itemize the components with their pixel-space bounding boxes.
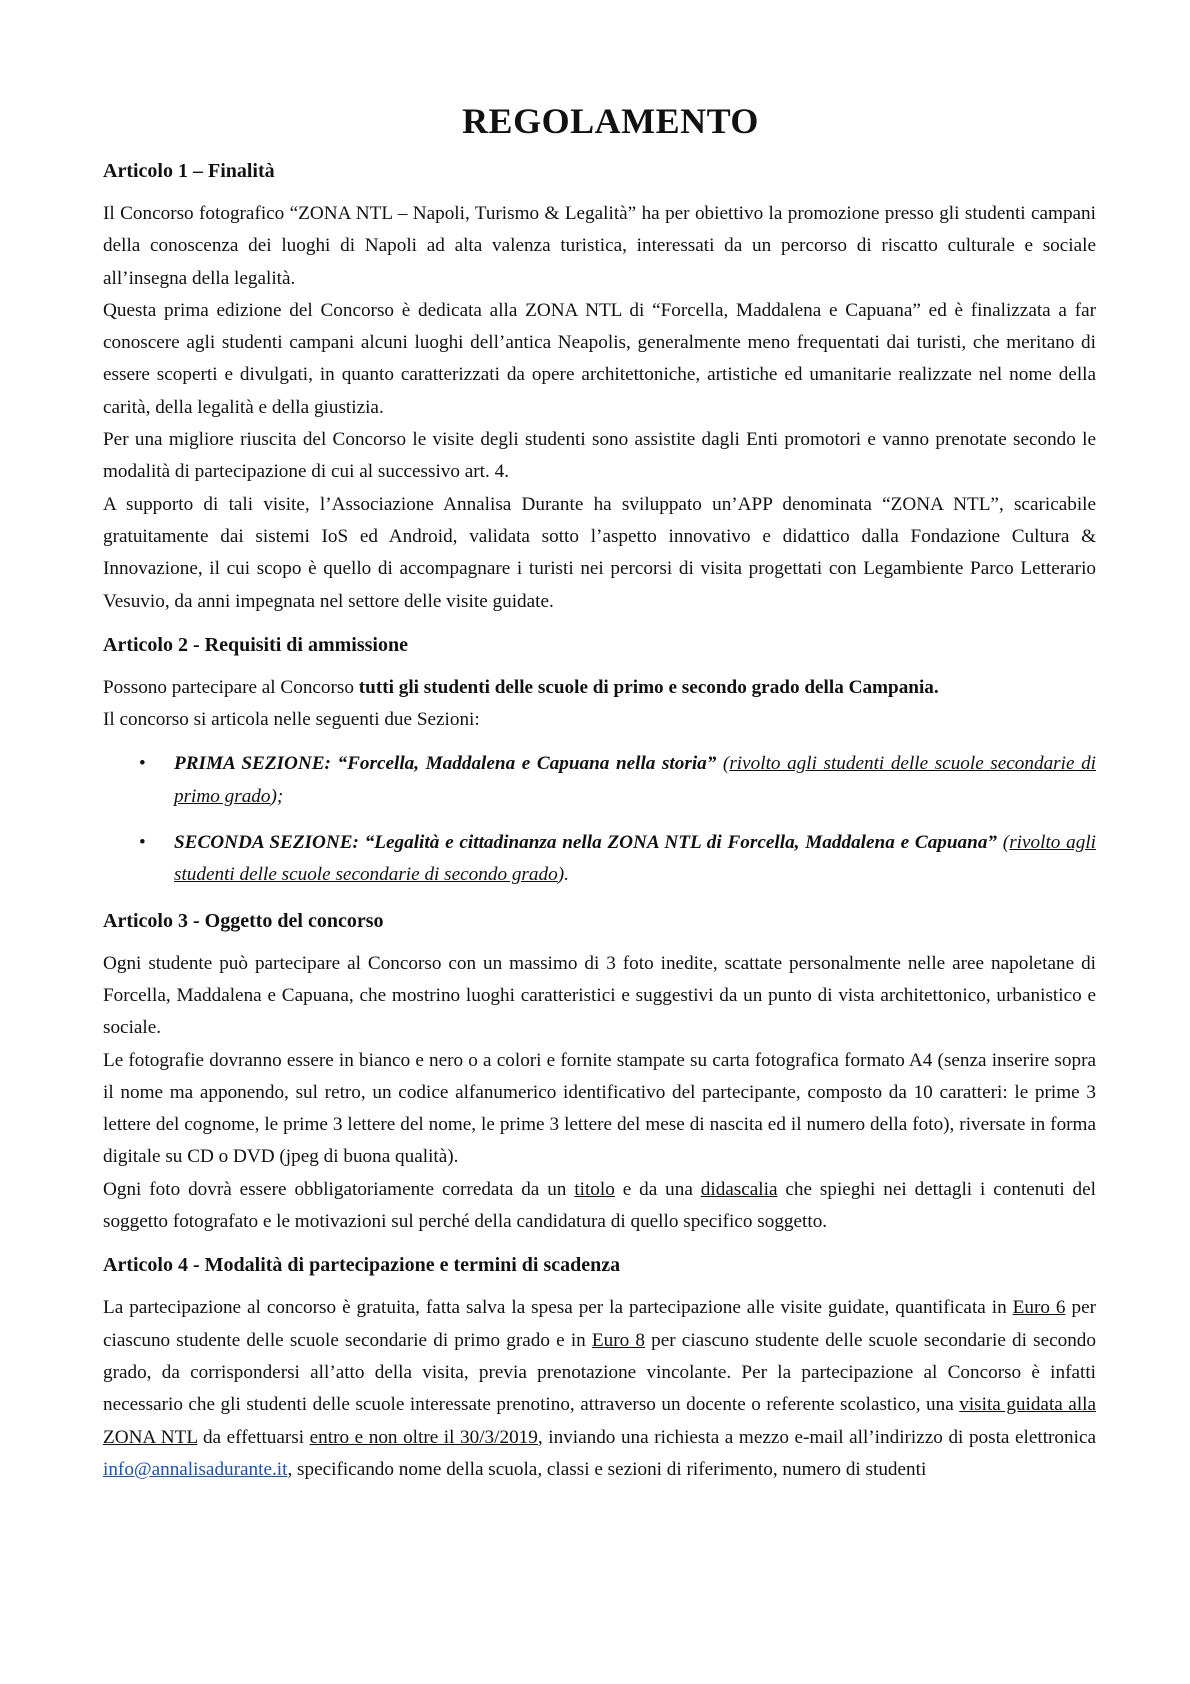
text-run: da effettuarsi (197, 1426, 310, 1448)
article-2-paragraph-2: Il concorso si articola nelle seguenti due Sezioni: (103, 709, 480, 731)
text-run: , inviando una richiesta a mezzo e-mail all’indirizzo di posta elettronica (537, 1426, 1096, 1448)
price-primary: Euro 6 (1012, 1297, 1066, 1319)
section-paren-open: ( (716, 753, 730, 775)
section-paren-open: ( (997, 832, 1010, 854)
article-3-paragraph-1: Ogni studente può partecipare al Concorso con un massimo di 3 foto inedite, scattate personalmente nelle aree napoletane di Forcella, Maddalena e Capuana, che mostrino luoghi caratteristici e suggestivi da un punto di vista architettonico, urbanistico e sociale. (103, 952, 1096, 1039)
article-1 (103, 156, 1096, 618)
eligibility-bold-text: tutti gli studenti delle scuole di primo e secondo grado della Campania. (358, 676, 939, 698)
article-1-paragraph-1: Il Concorso fotografico “ZONA NTL – Napoli, Turismo & Legalità” ha per obiettivo la promozione presso gli studenti campani della conoscenza dei luoghi di Napoli ad alta valenza turistica, interessati da un percorso di riscatto culturale e sociale all’insegna della legalità. (103, 203, 1096, 289)
section-paren-close: ); (270, 785, 284, 807)
section-audience: rivolto agli studenti delle scuole secondarie di secondo grado (174, 832, 1097, 886)
title-underlined: titolo (574, 1178, 615, 1200)
article-3-heading: Articolo 3 - Oggetto del concorso (103, 909, 384, 932)
article-1-heading: Articolo 1 – Finalità (103, 160, 275, 182)
caption-underlined: didascalia (700, 1178, 778, 1200)
section-title: PRIMA SEZIONE: “Forcella, Maddalena e Capuana nella storia” (174, 753, 717, 775)
text-run: , specificando nome della scuola, classi e sezioni di riferimento, numero di studenti (287, 1458, 927, 1480)
list-item (103, 748, 1096, 813)
article-4 (103, 1250, 1096, 1486)
section-title: SECONDA SEZIONE: “Legalità e cittadinanza nella ZONA NTL di Forcella, Maddalena e Capuana” (174, 832, 998, 854)
section-audience: rivolto agli studenti delle scuole secondarie di primo grado (174, 753, 1097, 807)
article-3 (103, 906, 1096, 1239)
price-secondary: Euro 8 (591, 1329, 645, 1351)
list-item (103, 827, 1096, 892)
eligibility-text: Possono partecipare al Concorso (103, 676, 359, 698)
article-2-heading: Articolo 2 - Requisiti di ammissione (103, 633, 408, 656)
sections-list (103, 748, 1096, 891)
text-run: che spieghi nei dettagli i contenuti del soggetto fotografato e le motivazioni sul perché della candidatura di quello specifico soggetto. (103, 1178, 1096, 1233)
text-run: e da una (614, 1178, 701, 1200)
article-2-paragraph-1 (103, 672, 1096, 704)
article-4-heading: Articolo 4 - Modalità di partecipazione e termini di scadenza (103, 1254, 621, 1277)
text-run: per ciascuno studente delle scuole secondarie di secondo grado, da corrispondersi all’atto della visita, previa prenotazione vincolante. Per la partecipazione al Concorso è infatti necessario che gli studenti delle scuole interessate prenotino, attraverso un docente o referente scolastico, una (103, 1329, 1096, 1416)
bullet-icon: • (139, 832, 146, 854)
text-run: La partecipazione al concorso è gratuita, fatta salva la spesa per la partecipazione alle visite guidate, quantificata in (103, 1297, 1013, 1319)
bullet-icon: • (139, 753, 146, 775)
text-run: Ogni foto dovrà essere obbligatoriamente corredata da un (103, 1178, 575, 1200)
section-paren-close: ). (557, 864, 569, 886)
text-run: per ciascuno studente delle scuole secondarie di primo grado e in (103, 1297, 1096, 1351)
deadline-underlined: entro e non oltre il 30/3/2019 (309, 1426, 538, 1448)
article-4-paragraph-1 (103, 1292, 1096, 1486)
article-3-paragraph-3 (103, 1174, 1096, 1239)
article-2 (103, 630, 1096, 892)
email-link[interactable]: info@annalisadurante.it (103, 1458, 288, 1480)
article-1-paragraph-3: Per una migliore riuscita del Concorso le visite degli studenti sono assistite dagli Enti promotori e vanno prenotate secondo le modalità di partecipazione di cui al successivo art. 4. (103, 429, 1096, 483)
article-1-paragraph-4: A supporto di tali visite, l’Associazione Annalisa Durante ha sviluppato un’APP denominata “ZONA NTL”, scaricabile gratuitamente dai sistemi IoS ed Android, validata sotto l’aspetto innovativo e didattico dalla Fondazione Cultura & Innovazione, il cui scopo è quello di accompagnare i turisti nei percorsi di visita progettati con Legambiente Parco Letterario Vesuvio, da anni impegnata nel settore delle visite guidate. (103, 493, 1096, 612)
guided-visit-underlined: visita guidata alla ZONA NTL (103, 1394, 1096, 1448)
document-title: REGOLAMENTO (462, 101, 759, 141)
article-1-paragraph-2: Questa prima edizione del Concorso è dedicata alla ZONA NTL di “Forcella, Maddalena e Capuana” ed è finalizzata a far conoscere agli studenti campani alcuni luoghi dell’antica Neapolis, generalmente meno frequentati dai turisti, che meritano di essere scoperti e divulgati, in quanto caratterizzati da opere architettoniche, artistiche ed umanitarie realizzate nel nome della carità, della legalità e della giustizia. (103, 299, 1096, 418)
article-3-paragraph-2: Le fotografie dovranno essere in bianco e nero o a colori e fornite stampate su carta fotografica formato A4 (senza inserire sopra il nome ma apponendo, sul retro, un codice alfanumerico identificativo del partecipante, composto da 10 caratteri: le prime 3 lettere del cognome, le prime 3 lettere del nome, le prime 3 lettere del mese di nascita ed il numero della foto), riversate in forma digitale su CD o DVD (jpeg di buona qualità). (103, 1049, 1096, 1168)
